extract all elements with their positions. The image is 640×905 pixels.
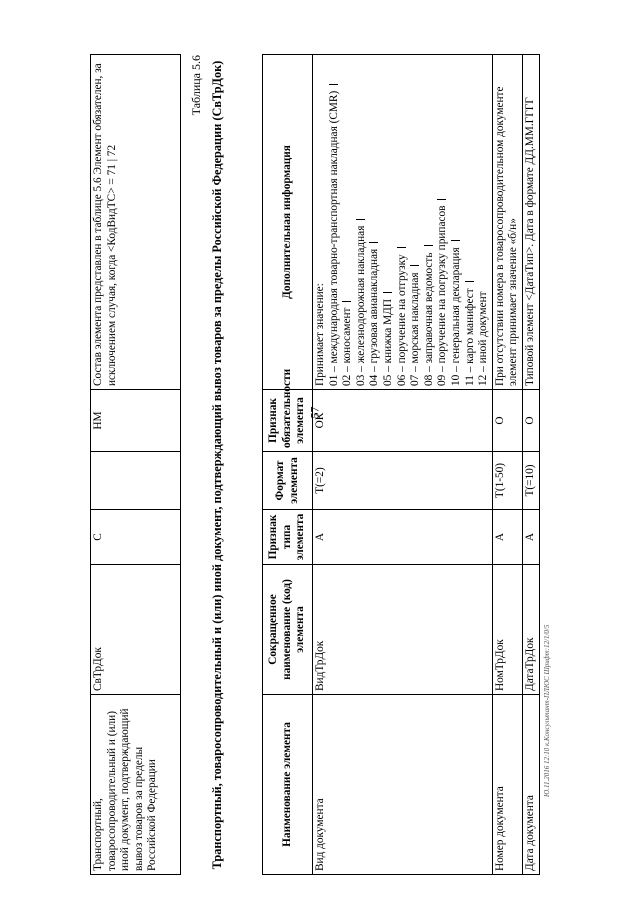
cell-type: А: [492, 510, 522, 565]
cell-info: Состав элемента представлен в таблице 5.6 Элемент обязателен, за исключением случая, когда <КодВидТС> = 71 | 72: [91, 55, 181, 390]
table-caption: Таблица 5.6: [189, 55, 203, 116]
header-format: Формат элемента: [263, 452, 313, 510]
rotated-page-content: [90, 55, 550, 875]
table-title: Транспортный, товаросопроводительный и (или) иной документ, подтверждающий вывоз товаров за пределы Российской Федерации (СвТрДок): [210, 60, 224, 870]
cell-format: [91, 452, 181, 510]
option-item: 02 – коносамент: [341, 58, 355, 386]
cell-format: T(1-50): [492, 452, 522, 510]
option-item: 05 – книжка МДП: [382, 58, 396, 386]
cell-format: T(=10): [522, 452, 539, 510]
option-item: 08 – заправочная ведомость: [423, 58, 437, 386]
option-item: 10 – генеральная декларация: [450, 58, 464, 386]
cell-code: ДатаТрДок: [522, 565, 539, 695]
option-item: 12 – иной документ: [477, 291, 490, 386]
header-name: Наименование элемента: [263, 695, 313, 875]
cell-info: [313, 55, 493, 390]
cell-info: Типовой элемент <ДатаТип>. Дата в формате ДД.ММ.ГГГГ: [522, 55, 539, 390]
cell-required: НМ: [91, 390, 181, 452]
info-intro: Принимает значение:: [314, 283, 326, 386]
cell-required: ОК: [313, 390, 493, 452]
cell-code: СвТрДок: [91, 565, 181, 695]
cell-name: Вид документа: [313, 695, 493, 875]
table-row: [313, 55, 493, 875]
cell-required: О: [492, 390, 522, 452]
cell-name: Транспортный, товаросопроводительный и (или) иной документ, подтверждающий вывоз товаров за пределы Российской Федерации: [91, 695, 181, 875]
cell-required: О: [522, 390, 539, 452]
cell-code: НомТрДок: [492, 565, 522, 695]
print-stamp: Ю.11.2016 12:10 к.Консультант-ПЛЮС Шрифт:12/1/0/5: [543, 624, 551, 797]
elements-table: [262, 54, 540, 875]
option-item: 11 – карго манифест: [464, 58, 478, 386]
cell-info: При отсутствии номера в товаросопроводительном документе элемент принимает значение «б/н»: [492, 55, 522, 390]
table-row: [91, 55, 181, 875]
page-number: 57: [307, 406, 322, 419]
cell-type: С: [91, 510, 181, 565]
cell-name: Номер документа: [492, 695, 522, 875]
header-required: Признак обязательности элемента: [263, 390, 313, 452]
cell-format: T(=2): [313, 452, 493, 510]
option-item: 06 – поручение на отгрузку: [396, 58, 410, 386]
option-item: 03 – железнодорожная накладная: [355, 58, 369, 386]
continuation-table: [90, 54, 181, 875]
option-item: 09 – поручение на погрузку припасов: [436, 58, 450, 386]
cell-type: А: [522, 510, 539, 565]
cell-type: А: [313, 510, 493, 565]
header-row: [263, 55, 313, 875]
option-item: 07 – морская накладная: [409, 58, 423, 386]
cell-code: ВидТрДок: [313, 565, 493, 695]
header-code: Сокращенное наименование (код) элемента: [263, 565, 313, 695]
table-row: [522, 55, 539, 875]
header-type: Признак типа элемента: [263, 510, 313, 565]
option-item: 04 – грузовая авианакладная: [368, 58, 382, 386]
header-info: Дополнительная информация: [263, 55, 313, 390]
cell-name: Дата документа: [522, 695, 539, 875]
option-item: 01 – международная товарно-транспортная накладная (CMR): [328, 58, 342, 386]
table-row: [492, 55, 522, 875]
